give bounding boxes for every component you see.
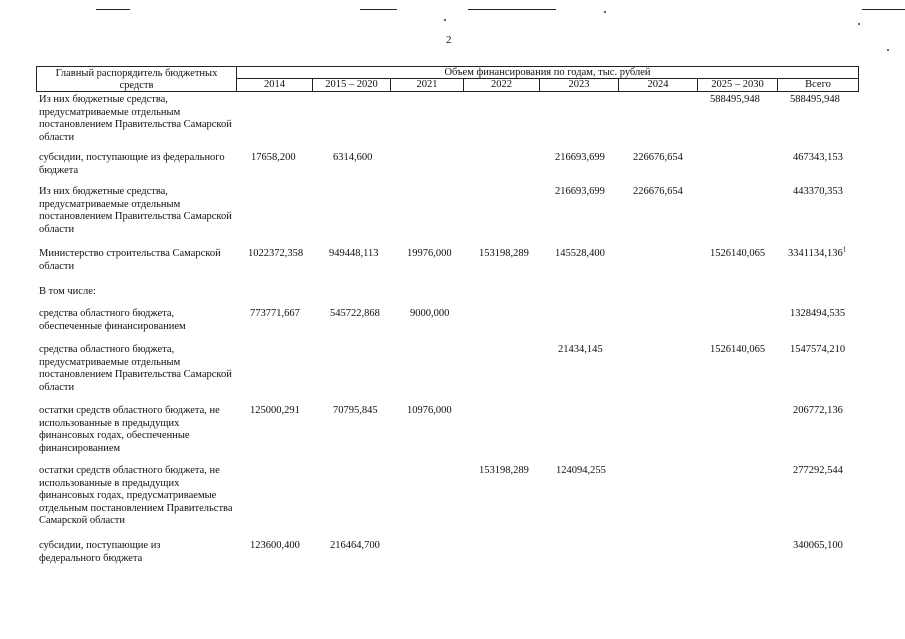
header-year-2015-2020: 2015 – 2020 — [312, 78, 391, 92]
header-funding-title: Объем финансирования по годам, тыс. рублей — [236, 66, 859, 79]
row-label: В том числе: — [39, 286, 96, 297]
row-label: Из них бюджетные средства, предусматриваемые отдельным постановлением Правительства Самарской области — [39, 186, 232, 235]
value-2023: 124094,255 — [556, 465, 606, 476]
value-2015-2020: 545722,868 — [330, 308, 380, 319]
top-rule-1 — [96, 9, 130, 10]
value-2021: 19976,000 — [407, 248, 452, 259]
header-year-2023: 2023 — [539, 78, 619, 92]
scan-dot — [444, 19, 446, 21]
value-2014: 773771,667 — [250, 308, 300, 319]
header-main-line1: Главный распорядитель бюджетных — [55, 68, 218, 79]
row-label: остатки средств областного бюджета, не использованные в предыдущих финансовых годах, обеспеченные финансированием — [39, 405, 220, 454]
footnote-marker: 1 — [842, 245, 847, 254]
value-2022: 153198,289 — [479, 248, 529, 259]
row-label: субсидии, поступающие из федерального бюджета — [39, 152, 225, 176]
value-total — [788, 245, 847, 261]
value-2025-2030: 588495,948 — [710, 94, 760, 105]
value-2021: 9000,000 — [410, 308, 450, 319]
value-total: 206772,136 — [793, 405, 843, 416]
row-label: Министерство строительства Самарской области — [39, 248, 221, 272]
value-2024: 226676,654 — [633, 186, 683, 197]
header-main-line2: средств — [119, 80, 154, 91]
value-total-number: 3341134,136 — [788, 248, 843, 259]
value-total: 1547574,210 — [790, 344, 846, 355]
value-2015-2020: 216464,700 — [330, 540, 380, 551]
value-2015-2020: 70795,845 — [333, 405, 378, 416]
header-year-2024: 2024 — [618, 78, 698, 92]
row-label: средства областного бюджета, предусматриваемые отдельным постановлением Правительства Самарской области — [39, 344, 232, 393]
header-year-2022: 2022 — [463, 78, 540, 92]
value-2021: 10976,000 — [407, 405, 452, 416]
value-2023: 216693,699 — [555, 186, 605, 197]
value-2014: 123600,400 — [250, 540, 300, 551]
value-2025-2030: 1526140,065 — [710, 248, 766, 259]
header-main-column — [36, 66, 237, 92]
scan-dot — [604, 11, 606, 13]
value-total: 340065,100 — [793, 540, 843, 551]
value-2014: 1022372,358 — [248, 248, 304, 259]
header-year-2021: 2021 — [390, 78, 464, 92]
row-label: Из них бюджетные средства, предусматриваемые отдельным постановлением Правительства Самарской области — [39, 94, 232, 143]
value-total: 467343,153 — [793, 152, 843, 163]
row-label: субсидии, поступающие из федерального бюджета — [39, 540, 161, 564]
page-number: 2 — [446, 34, 452, 46]
value-2024: 226676,654 — [633, 152, 683, 163]
value-total: 277292,544 — [793, 465, 843, 476]
value-2015-2020: 6314,600 — [333, 152, 373, 163]
value-2023: 145528,400 — [555, 248, 605, 259]
value-total: 443370,353 — [793, 186, 843, 197]
header-year-2025-2030: 2025 – 2030 — [697, 78, 778, 92]
row-label: средства областного бюджета, обеспеченные финансированием — [39, 308, 186, 332]
value-total: 1328494,535 — [790, 308, 846, 319]
value-2022: 153198,289 — [479, 465, 529, 476]
value-2023: 21434,145 — [558, 344, 603, 355]
header-year-2014: 2014 — [236, 78, 313, 92]
top-rule-4 — [862, 9, 905, 10]
value-2015-2020: 949448,113 — [329, 248, 379, 259]
value-2023: 216693,699 — [555, 152, 605, 163]
value-2025-2030: 1526140,065 — [710, 344, 766, 355]
value-2014: 17658,200 — [251, 152, 296, 163]
scan-dot — [887, 49, 889, 51]
value-total: 588495,948 — [790, 94, 840, 105]
header-year-total: Всего — [777, 78, 859, 92]
scan-dot — [858, 23, 860, 25]
value-2014: 125000,291 — [250, 405, 300, 416]
top-rule-3 — [468, 9, 556, 10]
top-rule-2 — [360, 9, 397, 10]
row-label: остатки средств областного бюджета, не использованные в предыдущих финансовых годах, предусматриваемые отдельным постановлением Правительства Самарской области — [39, 465, 233, 526]
